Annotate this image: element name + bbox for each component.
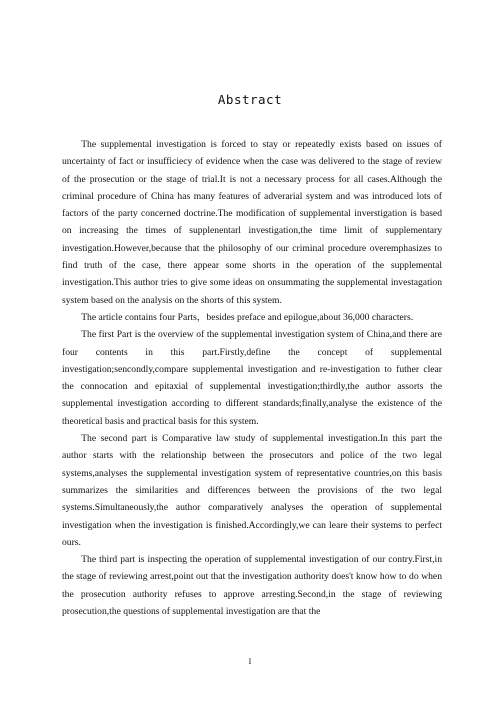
- page-number: I: [248, 657, 252, 666]
- paragraph-part-one: The first Part is the overview of the supplemental investigation system of China,and there are four contents in this part.Firstly,define the concept of supplemental investigation;sencondly,compare supplemental investigation and re-investigation to futher clear the connocation and epitaxial of supplemental investigation;thirdly,the author assorts the supplemental investigation according to different standards;finally,analyse the existence of the theoretical basis and practical basis for this system.: [62, 329, 442, 427]
- page-title: Abstract: [217, 92, 283, 107]
- paragraph-intro: The supplemental investigation is forced to stay or repeatedly exists based on issues of uncertainty of fact or insufficiecy of evidence when the case was delivered to the stage of review of the prosecution or the stage of trial.It is not a necessary process for all cases.Although the criminal procedure of China has many features of adverarial system and was introduced lots of factors of the party concerned doctrine.The modification of supplemental inverstigation is based on increasing the times of supplenentarl investigation,the time limit of supplementary investigation.However,because that the philosophy of our criminal procedure overemphasizes to find truth of the case, there appear some shorts in the operation of the supplemental investigation.This author tries to give some ideas on onsummating the supplemental investagation system based on the analysis on the shorts of this system.: [62, 139, 442, 306]
- abstract-body: [62, 136, 442, 620]
- paragraph-structure: The article contains four Parts，besides preface and epilogue,about 36,000 characters.: [81, 311, 414, 323]
- paragraph-part-three: The third part is inspecting the operation of supplemental investigation of our contry.First,in the stage of reviewing arrest,point out that the investigation authority does't know how to do when the prosecution authority refuses to approve arresting.Second,in the stage of reviewing prosecution,the questions of supplemental investigation are that the: [62, 554, 442, 618]
- paragraph-part-two: The second part is Comparative law study of supplemental investigation.In this part the author starts with the relationship between the prosecutors and police of the two legal systems,analyses the supplemental investigation system of representative countries,on this basis summarizes the similarities and differences between the provisions of the two legal systems.Simultaneously,the author comparatively analyses the operation of supplemental investigation when the investigation is finished.Accordingly,we can leare their systems to perfect ours.: [62, 433, 442, 548]
